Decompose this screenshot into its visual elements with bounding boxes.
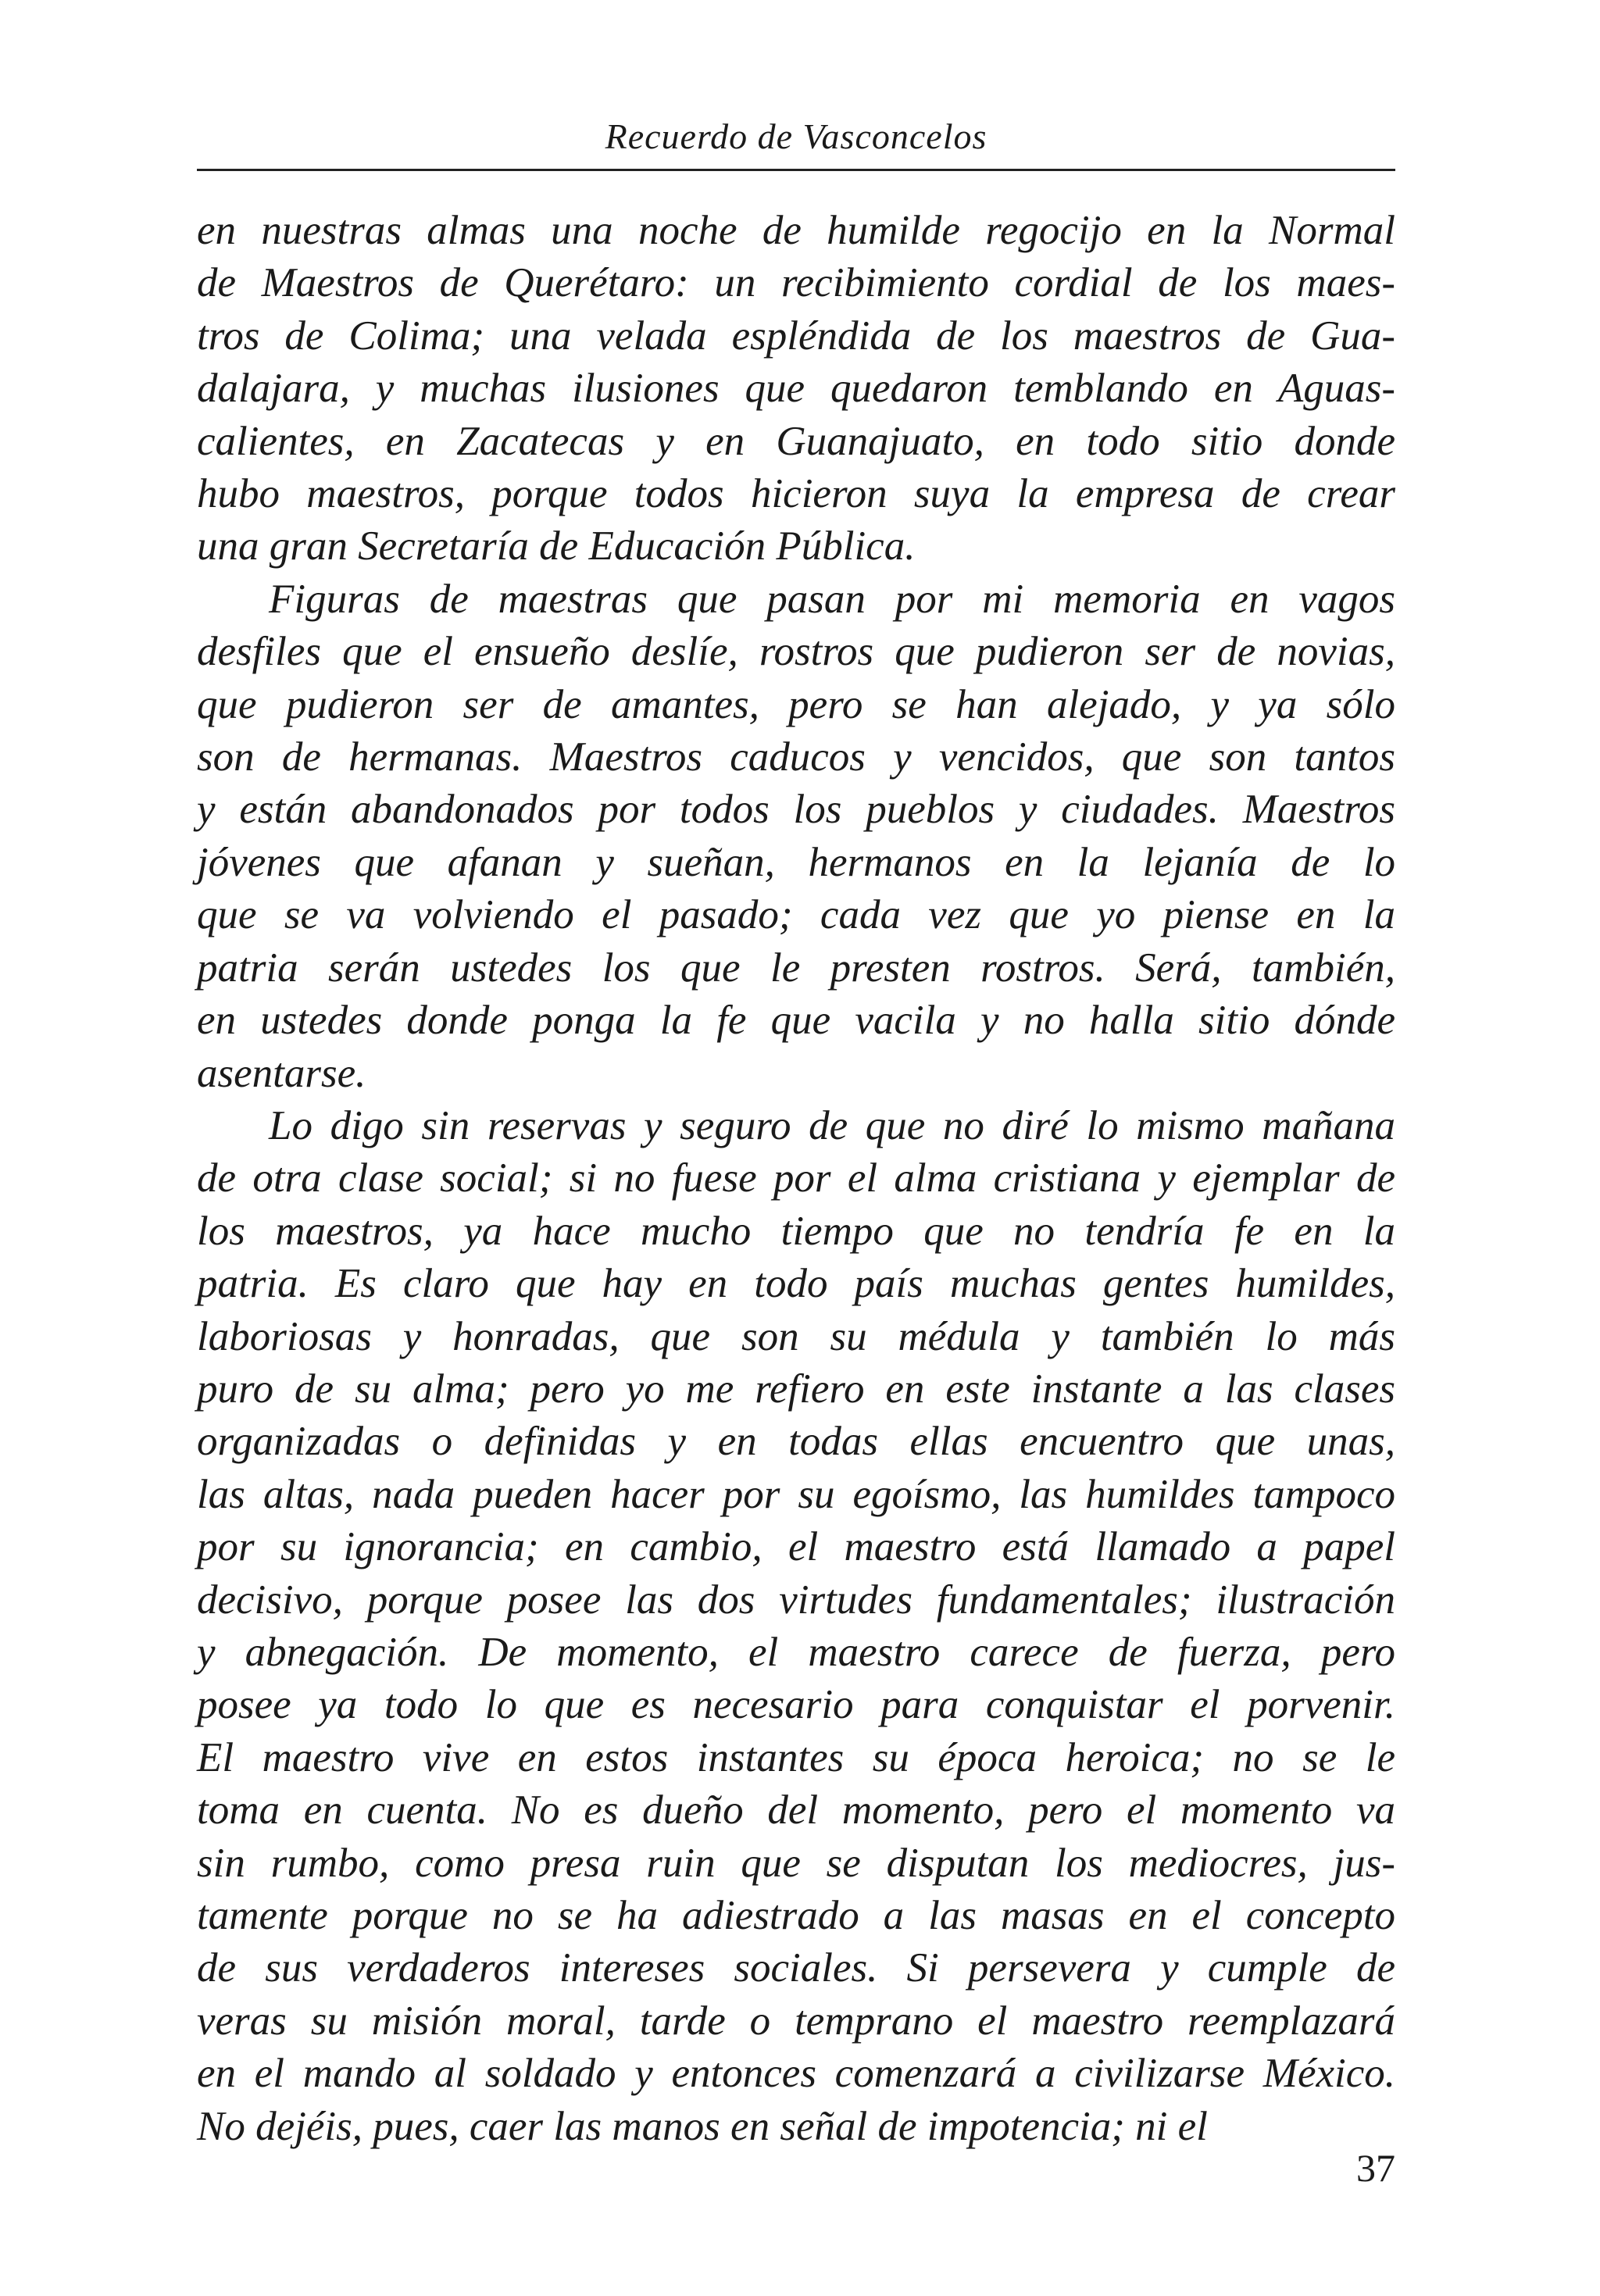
text-line: patria. Es claro que hay en todo país muchas gentes humildes, <box>197 1261 1396 1307</box>
text-line: que se va volviendo el pasado; cada vez que yo piense en la <box>197 892 1395 938</box>
text-line: de otra clase social; si no fuese por el alma cristiana y ejemplar de <box>197 1155 1395 1202</box>
text-line: Figuras de maestras que pasan por mi memoria en vagos <box>269 576 1395 622</box>
text-line: dalajara, y muchas ilusiones que quedaron temblando en Aguas- <box>197 366 1395 412</box>
text-line: de Maestros de Querétaro: un recibimiento cordial de los maes- <box>197 260 1395 306</box>
text-line: veras su misión moral, tarde o temprano el maestro reemplazará <box>197 1998 1396 2044</box>
text-line: desfiles que el ensueño deslíe, rostros que pudieron ser de novias, <box>197 629 1395 675</box>
text-line: Lo digo sin reservas y seguro de que no diré lo mismo mañana <box>269 1102 1396 1148</box>
text-line: una gran Secretaría de Educación Pública. <box>197 523 916 570</box>
text-line: decisivo, porque posee las dos virtudes fundamentales; ilustración <box>197 1576 1395 1623</box>
text-line: y están abandonados por todos los pueblos y ciudades. Maestros <box>197 787 1395 833</box>
text-line: que pudieron ser de amantes, pero se han alejado, y ya sólo <box>197 681 1395 727</box>
text-line: toma en cuenta. No es dueño del momento, pero el momento va <box>197 1787 1396 1834</box>
text-line: asentarse. <box>197 1050 366 1096</box>
text-line: No dejéis, pues, caer las manos en señal de impotencia; ni el <box>197 2103 1208 2149</box>
text-line: y abnegación. De momento, el maestro carece de fuerza, pero <box>197 1629 1396 1675</box>
paragraph <box>197 573 1395 1100</box>
text-line: El maestro vive en estos instantes su época heroica; no se le <box>197 1734 1395 1780</box>
header-rule <box>197 169 1395 171</box>
text-line: de sus verdaderos intereses sociales. Si persevera y cumple de <box>197 1945 1395 1991</box>
text-line: tros de Colima; una velada espléndida de los maestros de Gua- <box>197 312 1396 359</box>
text-line: calientes, en Zacatecas y en Guanajuato, en todo sitio donde <box>197 418 1395 464</box>
running-header: Recuerdo de Vasconcelos <box>605 116 988 156</box>
text-line: por su ignorancia; en cambio, el maestro está llamado a papel <box>197 1524 1396 1570</box>
text-line: jóvenes que afanan y sueñan, hermanos en la lejanía de lo <box>197 839 1396 885</box>
text-line: son de hermanas. Maestros caducos y vencidos, que son tantos <box>197 734 1396 780</box>
text-line: puro de su alma; pero yo me refiero en este instante a las clases <box>197 1366 1395 1412</box>
text-line: patria serán ustedes los que le presten rostros. Será, también, <box>197 944 1395 991</box>
text-line: organizadas o definidas y en todas ellas encuentro que unas, <box>197 1419 1395 1465</box>
text-line: en ustedes donde ponga la fe que vacila y no halla sitio dónde <box>197 998 1396 1044</box>
text-line: las altas, nada pueden hacer por su egoísmo, las humildes tampoco <box>197 1471 1395 1517</box>
text-line: hubo maestros, porque todos hicieron suya la empresa de crear <box>197 471 1396 517</box>
text-line: los maestros, ya hace mucho tiempo que no tendría fe en la <box>197 1208 1396 1254</box>
text-line: en el mando al soldado y entonces comenzará a civilizarse México. <box>197 2051 1395 2097</box>
text-line: tamente porque no se ha adiestrado a las masas en el concepto <box>197 1893 1395 1938</box>
text-line: sin rumbo, como presa ruin que se disputan los mediocres, jus- <box>197 1840 1395 1886</box>
text-line: posee ya todo lo que es necesario para conquistar el porvenir. <box>197 1682 1395 1728</box>
text-line: en nuestras almas una noche de humilde regocijo en la Normal <box>197 208 1395 253</box>
paragraph <box>197 205 1395 573</box>
paragraph <box>197 1100 1395 2153</box>
page-number: 37 <box>1356 2146 1395 2190</box>
body-text <box>197 205 1395 2153</box>
text-line: laboriosas y honradas, que son su médula y también lo más <box>197 1313 1395 1359</box>
